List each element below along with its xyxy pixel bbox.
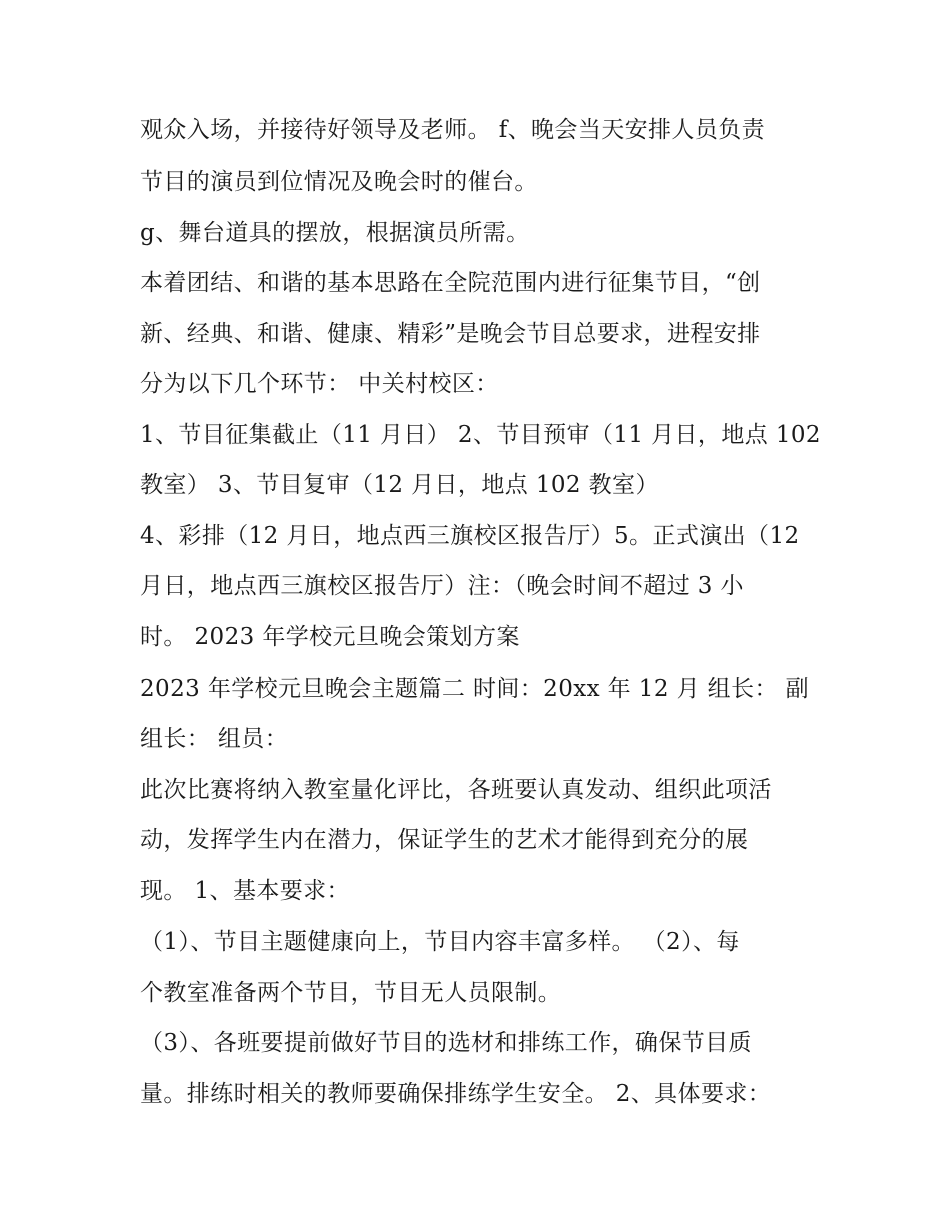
text-line-13: 组长： 组员：: [140, 726, 289, 752]
text-line-2: 节目的演员到位情况及晚会时的催台。: [140, 169, 538, 195]
text-line-11: 时。 2023 年学校元旦晚会策划方案: [140, 624, 520, 650]
text-line-1: 观众入场，并接待好领导及老师。 f、晚会当天安排人员负责: [140, 117, 766, 143]
text-line-10: 月日，地点西三旗校区报告厅）注：（晚会时间不超过 3 小: [140, 573, 744, 599]
text-line-19: （3）、各班要提前做好节目的选材和排练工作，确保节目质: [140, 1030, 752, 1056]
text-line-9: 4、彩排（12 月日，地点西三旗校区报告厅）5。正式演出（12: [140, 523, 800, 549]
text-line-7: 1、节目征集截止（11 月日） 2、节目预审（11 月日，地点 102: [140, 422, 821, 448]
text-line-14: 此次比赛将纳入教室量化评比，各班要认真发动、组织此项活: [140, 777, 772, 803]
text-line-8: 教室） 3、节目复审（12 月日，地点 102 教室）: [140, 472, 659, 498]
text-line-20: 量。排练时相关的教师要确保排练学生安全。 2、具体要求：: [140, 1081, 772, 1107]
text-line-12: 2023 年学校元旦晚会主题篇二 时间：20xx 年 12 月 组长： 副: [140, 676, 809, 702]
text-line-3: g、舞台道具的摆放，根据演员所需。: [140, 220, 530, 246]
text-line-16: 现。 1、基本要求：: [140, 878, 350, 904]
text-line-15: 动，发挥学生内在潜力，保证学生的艺术才能得到充分的展: [140, 827, 749, 853]
text-line-17: （1）、节目主题健康向上，节目内容丰富多样。 （2）、每: [140, 929, 740, 955]
text-line-5: 新、经典、和谐、健康、精彩”是晚会节目总要求，进程安排: [140, 321, 761, 347]
text-line-18: 个教室准备两个节目，节目无人员限制。: [140, 980, 562, 1006]
text-line-4: 本着团结、和谐的基本思路在全院范围内进行征集节目，“创: [140, 270, 761, 296]
text-line-6: 分为以下几个环节： 中关村校区：: [140, 371, 499, 397]
